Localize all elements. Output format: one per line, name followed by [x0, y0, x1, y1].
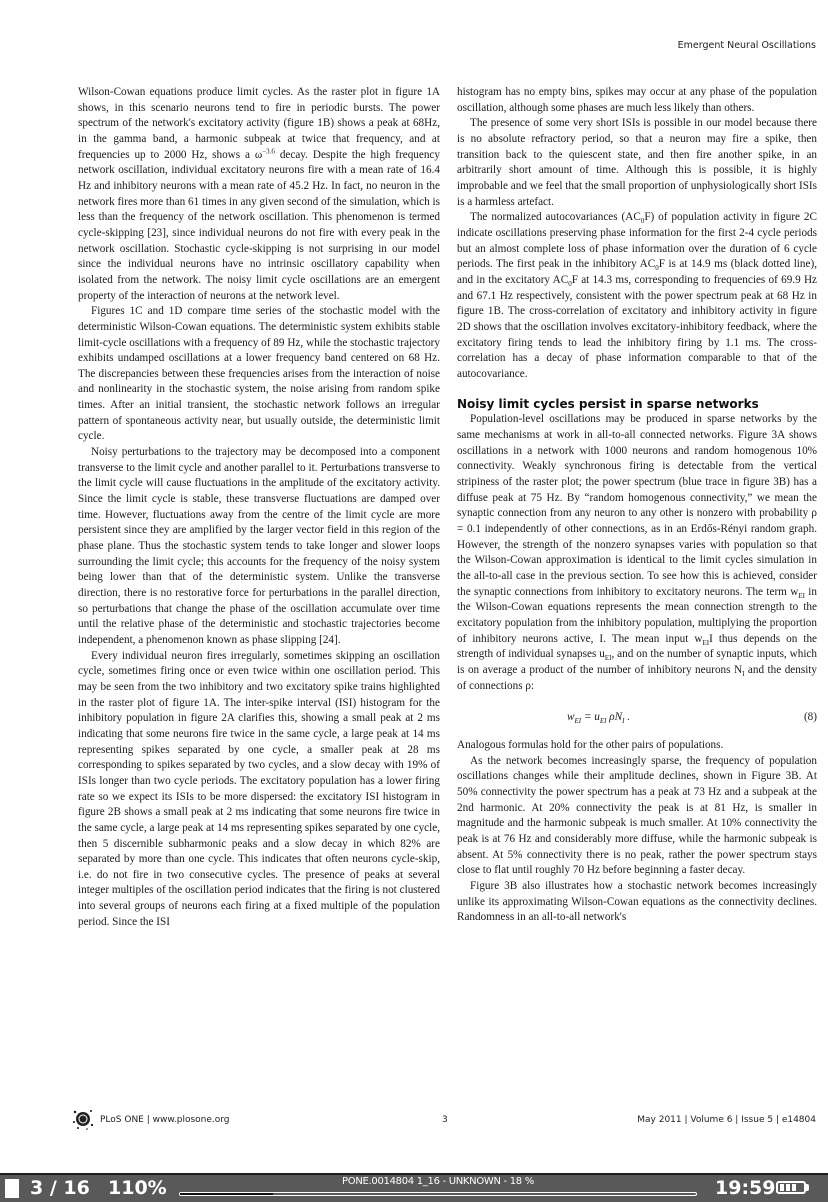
paragraph: histogram has no empty bins, spikes may occur at any phase of the population oscillation, although some phases are much less likely than others. [457, 86, 817, 114]
paragraph: The presence of some very short ISIs is possible in our model because there is no absolute refractory period, so that a neuron may fire a spike, then transition back to the quiescent state, and then fire another spike, in an arbitrarily short amount of time. Although this is possible, it is highly improbable and we feel that the small proportion of unphysiologically short ISIs is a harmless artefact. [457, 117, 817, 208]
text-run: in the Wilson-Cowan equations represents the mean connection strength to the excitatory population from the inhibitory population, multiplying the proportion of inhibitory neurons active, I. The mean input w [457, 585, 818, 645]
issue-info: May 2011 | Volume 6 | Issue 5 | e14804 [637, 1115, 816, 1125]
paragraph: Figure 3B also illustrates how a stochastic network becomes increasingly unlike its approximating Wilson-Cowan equations as the connectivity declines. Randomness in an all-to-all network's [457, 879, 817, 924]
left-column [78, 85, 440, 930]
text-run: Wilson-Cowan equations produce limit cycles. As the raster plot in figure 1A shows, in this scenario neurons tend to fire in periodic bursts. The power spectrum of the network's excitatory activity (figure 1B) shows a peak at 68Hz, in the gamma band, a harmonic subpeak at twice that frequency, and at frequencies up to 2000 Hz, shows a ω [78, 86, 440, 161]
clock: 19:59 [715, 1177, 776, 1199]
equation-8 [457, 710, 817, 726]
page-footer [72, 1108, 816, 1130]
text-run: F at 14.3 ms, corresponding to frequencies of 69.9 Hz and 67.1 Hz respectively, consistent with the power spectrum peak at 68 Hz in figure 1B. The cross-correlation of excitatory and inhibitory activity in figure 2D shows that the oscillation involves excitatory-inhibitory feedback, where the excitatory firing tends to lead the inhibitory firing by 1.1 ms. The cross-correlation has a decay of phase information comparable to that of the autocovariance. [457, 273, 817, 380]
paragraph [78, 85, 440, 304]
paragraph: As the network becomes increasingly sparse, the frequency of population oscillations changes while their amplitude declines, shown in Figure 3B. At 50% connectivity the power spectrum has a peak at 73 Hz and a subpeak at the 2nd harmonic. At 20% connectivity the peak is at 81 Hz, is smaller in magnitude and the harmonic subpeak is much smaller. At 10% connectivity the peak is at 76 Hz and considerably more diffuse, while the harmonic subpeak is absent. At 5% connectivity there is no peak, rather the power spectrum stays close to flat until roughly 70 Hz before beginning a faster decay. [457, 754, 817, 877]
text-run: , and on the number of synaptic inputs, which is on average a product of the number of inhibitory neurons N [457, 648, 817, 676]
eq-term: ρN [606, 711, 623, 724]
battery-icon [776, 1181, 806, 1194]
equation-body [567, 710, 630, 726]
text-run: F) of population activity in figure 2C indicate oscillations preserving phase information for the first 2-4 cycle periods but an almost complete loss of phase information over the duration of 6 cycle periods. The first peak in the inhibitory AC [457, 211, 817, 271]
subscript: 0 [655, 264, 659, 273]
paragraph: Noisy perturbations to the trajectory may be decomposed into a component transverse to the limit cycle and another parallel to it. Perturbations transverse to the limit cycle will cause fluctuations in the amplitude of the excitatory activity. Since the limit cycle is stable, these transverse fluctuations are damped over time. However, fluctuations away from the centre of the limit cycle are more persistent since they are amplified by the larger vector field in this region of the phase plane. Thus the stochastic system tends to take longer and slower loops surrounding the limit cycle; this accounts for the frequency of the noisy system being lower than that of the deterministic system. Unlike the transverse direction, there is no restorative force for perturbations in the parallel direction, so perturbations that change the phase of the oscillation accumulate over time until the relative phase of the deterministic and stochastic trajectories become independent, a phenomenon known as phase slipping [24]. [78, 446, 440, 646]
text-run: Population-level oscillations may be produced in sparse networks by the same mechanisms at work in all-to-all connected networks. Figure 3A shows oscillations in a network with 1000 neurons and random homogenous 10% connectivity. Weakly synchronous firing is detectable from the vertical stripiness of the raster plot; the power spectrum (blue trace in figure 3B) has a diffuse peak at 75 Hz. By “random homogenous connectivity,” we mean the synaptic connection from any neuron to any other is nonzero with probability ρ = 0.1 independently of other connections, as in an Erdős-Rényi random graph. However, the strength of the nonzero synapses varies with population so that the Wilson-Cowan approximation is identical to the limit cycles simulation in the all-to-all case in the previous section. To see how this is achieved, consider the synaptic connections from inhibitory to excitatory neurons. The term w [457, 413, 817, 598]
subscript: I [622, 717, 625, 726]
paragraph [457, 210, 817, 382]
battery-cell [780, 1184, 784, 1191]
page-icon [5, 1179, 19, 1198]
eq-term: w [567, 711, 575, 724]
battery-cell [792, 1184, 796, 1191]
progress-fill [180, 1193, 273, 1195]
subscript: EI [798, 591, 805, 600]
subscript: EI [599, 717, 607, 726]
running-head: Emergent Neural Oscillations [677, 40, 816, 51]
text-run: decay. Despite the high frequency network oscillation, individual excitatory neurons fire with a mean rate of 16.4 Hz and inhibitory neurons with a mean rate of 45.2 Hz. In fact, no neuron in the network fires more than 61 times in any given second of the simulation, which is less than the frequency of the network oscillation. This phenomenon is termed cycle-skipping [23], since individual neurons do not fire with every peak in the network oscillation. Stochastic cycle-skipping is not surprising in our model since the individual neurons have no intrinsic oscillatory capability when isolated from the network. The noisy limit cycle oscillations are an emergent property of the interaction of neurons at the network level. [78, 148, 440, 302]
page-indicator[interactable]: 3 / 16 [30, 1177, 90, 1199]
right-column [457, 85, 817, 926]
paragraph: Figures 1C and 1D compare time series of the stochastic model with the deterministic Wilson-Cowan equations. The deterministic system exhibits stable limit-cycle oscillations with a frequency of 89 Hz, while the stochastic trajectory exhibits undamped oscillations at a lower frequency band centered on 68 Hz. The discrepancies between these frequencies arises from the interaction of noise and nonlinearity in the stochastic system, the noise arising from random spike times. After an initial transient, the stochastic network follows an irregular pattern of spontaneous activity near, but usually outside, the deterministic limit cycle. [78, 305, 440, 443]
eq-term: . [624, 711, 631, 724]
journal-url: PLoS ONE | www.plosone.org [100, 1115, 230, 1125]
eq-term: = u [581, 711, 600, 724]
zoom-level[interactable]: 110% [108, 1177, 167, 1199]
text-run: and the density of connections ρ: [457, 663, 818, 692]
text-run: The normalized autocovariances (AC [470, 211, 641, 224]
subscript: EI [604, 654, 612, 663]
battery-cell [786, 1184, 790, 1191]
document-title: PONE.0014804 1_16 - UNKNOWN - 18 % [342, 1176, 534, 1187]
text-run: F is at 14.9 ms (black dotted line), and in the excitatory AC [457, 258, 817, 286]
page-number: 3 [442, 1115, 448, 1125]
subscript: EI [574, 717, 582, 726]
subscript: 0 [568, 280, 572, 289]
subscript: I [742, 670, 745, 679]
reader-status-bar [0, 1173, 828, 1202]
paragraph [457, 412, 817, 694]
battery-tip [806, 1184, 809, 1191]
subscript: 0 [640, 217, 645, 226]
equation-number: (8) [803, 711, 817, 724]
paragraph: Analogous formulas hold for the other pairs of populations. [457, 738, 724, 751]
subscript: EI [702, 638, 710, 647]
superscript: −3.6 [262, 146, 275, 155]
paragraph: Every individual neuron fires irregularly, sometimes skipping an oscillation cycle, sometimes firing once or even twice within one oscillation period. This may be seen from the two inhibitory and two excitatory spike trains highlighted in the raster plot of figure 1A. The inter-spike interval (ISI) histogram for the inhibitory population in figure 2A clarifies this, showing a small peak at 2 ms indicating that some neurons fire twice in the same cycle, a large peak at 14 ms representing spikes separated by one cycle, a smaller peak at 28 ms corresponding to spikes separated by two cycles, and a slow decay with 19% of ISIs longer than two cycle periods. The excitatory population has a lower firing rate so we expect its ISIs to be more dispersed: the excitatory ISI histogram in figure 2B shows a small peak at 2 ms indicating that some neurons fire twice in the same cycle, a large peak at 14 ms representing spikes separated by one cycle, then 5 discernible subharmonic peaks and a slow decay in which 82% are separated by more than one cycle. This indicates that often neurons cycle-skip, i.e. do not fire in two consecutive cycles. The presence of peaks at several integer multiples of the oscillation period indicates that the firing is not clustered into several groups of neurons each firing at a fixed multiple of the population period. Since the ISI [78, 649, 440, 928]
plos-logo-icon [72, 1108, 94, 1130]
reading-progress-bar[interactable] [179, 1192, 697, 1196]
text-run: I thus depends on the strength of individual synapses u [457, 632, 818, 661]
section-heading: Noisy limit cycles persist in sparse networks [457, 397, 759, 412]
